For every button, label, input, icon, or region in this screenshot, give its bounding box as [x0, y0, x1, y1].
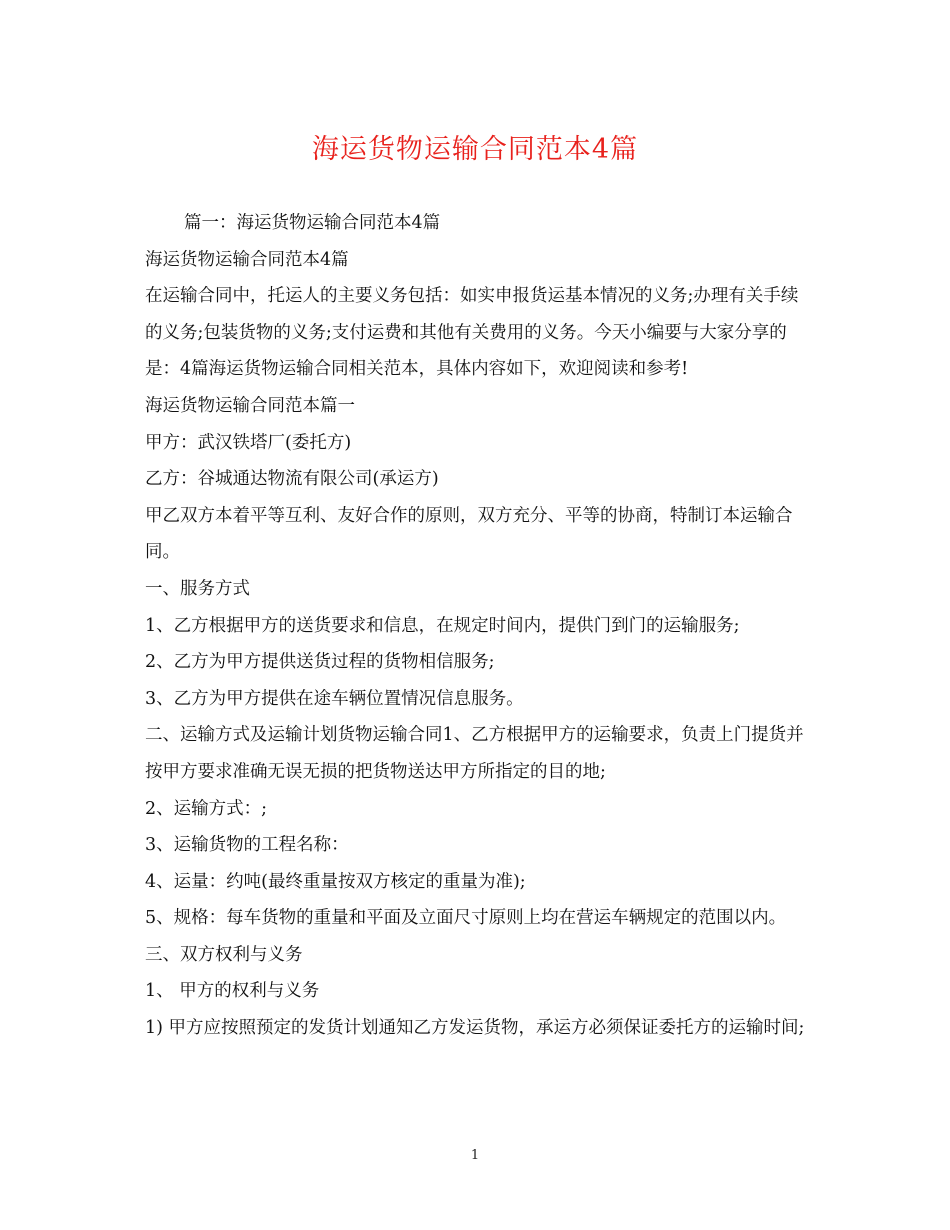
clause-item: 2、乙方为甲方提供送货过程的货物相信服务;	[145, 652, 495, 673]
document-title: 海运货物运输合同范本4篇	[311, 134, 639, 165]
clause-item: 1) 甲方应按照预定的发货计划通知乙方发运货物，承运方必须保证委托方的运输时间;	[145, 1018, 805, 1039]
clause-heading: 一、服务方式	[145, 578, 250, 599]
party-b: 乙方：谷城通达物流有限公司(承运方)	[145, 469, 439, 490]
clause-item: 5、规格：每车货物的重量和平面及立面尺寸原则上均在营运车辆规定的范围以内。	[145, 908, 787, 929]
clause-item: 2、运输方式：;	[145, 798, 268, 819]
clause-subheading: 1、 甲方的权利与义务	[145, 981, 320, 1002]
section-heading: 篇一：海运货物运输合同范本4篇	[184, 213, 441, 233]
paragraph: 甲乙双方本着平等互利、友好合作的原则，双方充分、平等的协商，特制订本运输合同。	[145, 505, 793, 563]
clause-heading: 三、双方权利与义务	[145, 944, 303, 965]
document-body	[145, 205, 810, 1047]
paragraph: 海运货物运输合同范本篇一	[145, 395, 355, 416]
clause-item: 4、运量：约吨(最终重量按双方核定的重量为准);	[145, 871, 526, 892]
party-a: 甲方：武汉铁塔厂(委托方)	[145, 432, 352, 453]
clause-item: 1、乙方根据甲方的送货要求和信息，在规定时间内，提供门到门的运输服务;	[145, 615, 740, 636]
clause-heading: 二、运输方式及运输计划货物运输合同1、乙方根据甲方的运输要求，负责上门提货并按甲方要求准确无误无损的把货物送达甲方所指定的目的地;	[145, 725, 804, 782]
clause-item: 3、运输货物的工程名称：	[145, 835, 349, 856]
paragraph: 海运货物运输合同范本4篇	[145, 249, 349, 270]
page-number: 1	[470, 1148, 480, 1163]
clause-item: 3、乙方为甲方提供在途车辆位置情况信息服务。	[145, 688, 524, 709]
paragraph: 在运输合同中，托运人的主要义务包括：如实申报货运基本情况的义务;办理有关手续的义务;包装货物的义务;支付运费和其他有关费用的义务。今天小编要与大家分享的是：4篇海运货物运输合同相关范本，具体内容如下，欢迎阅读和参考!	[145, 286, 799, 380]
